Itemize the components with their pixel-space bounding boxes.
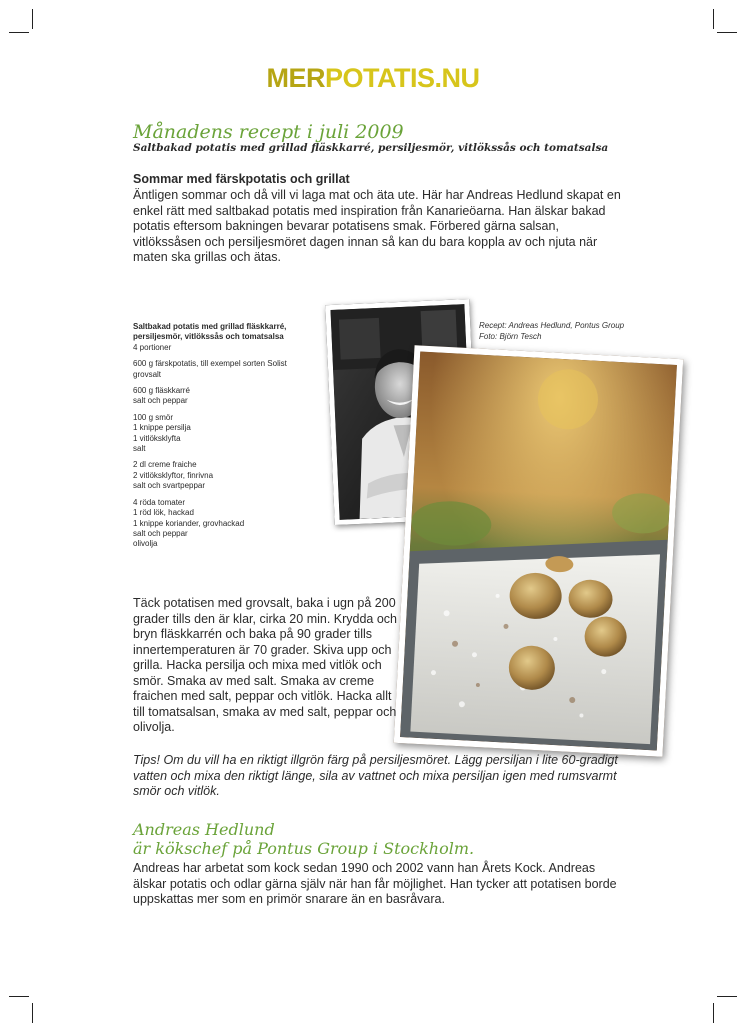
ingredient: grovsalt (133, 369, 162, 379)
ingredient: 4 röda tomater (133, 497, 186, 507)
photo-credit (479, 320, 624, 342)
ingredient: 1 vitlöksklyfta (133, 433, 181, 443)
ingredient: 2 vitlöksklyftor, finrivna (133, 470, 214, 480)
ingredient: 100 g smör (133, 412, 174, 422)
crop-mark (717, 32, 737, 33)
recipe-title: Saltbakad potatis med grillad fläskkarré, (133, 322, 287, 331)
ingredient: salt och peppar (133, 528, 188, 538)
ingredient: 2 dl creme fraiche (133, 460, 197, 470)
site-logo (0, 63, 746, 94)
ingredient: olivolja (133, 539, 158, 549)
dish-photo (394, 345, 683, 757)
ingredient: 600 g fläskkarré (133, 386, 190, 396)
logo-part-2: POTATIS.NU (325, 63, 480, 93)
recipe-subtitle: Saltbakad potatis med grillad fläskkarré, persiljesmör, vitlökssås och tomatsalsa (133, 142, 609, 154)
ingredient: 1 knippe koriander, grovhackad (133, 518, 245, 528)
ingredient: 1 röd lök, hackad (133, 508, 194, 518)
tips-text: Tips! Om du vill ha en riktigt illgrön färg på persiljesmöret. Lägg persiljan i lite 60-gradigt vatten och mixa den riktigt länge, sila av vattnet och mixa persiljan igen med rumsvarmt smör och vitlök. (133, 753, 618, 798)
ingredient: 600 g färskpotatis, till exempel sorten Solist (133, 359, 287, 369)
ingredient: salt och svartpeppar (133, 481, 206, 491)
crop-mark (9, 32, 29, 33)
ingredient: salt och peppar (133, 396, 188, 406)
crop-mark (713, 1003, 714, 1023)
ingredient-group (133, 386, 318, 407)
portions: 4 portioner (133, 342, 172, 352)
crop-mark (713, 9, 714, 29)
potato-dish-image (400, 352, 677, 751)
chef-name: Andreas Hedlund (133, 820, 275, 839)
chef-role: är kökschef på Pontus Group i Stockholm. (133, 839, 475, 858)
crop-mark (717, 996, 737, 997)
ingredient: 1 knippe persilja (133, 423, 191, 433)
ingredient-group (133, 359, 318, 380)
ingredient-group (133, 460, 318, 491)
ingredient-list (133, 322, 318, 550)
recipe-title: persiljesmör, vitlökssås och tomatsalsa (133, 332, 284, 342)
recipe-credit: Recept: Andreas Hedlund, Pontus Group (479, 321, 625, 330)
ingredient-group (133, 413, 318, 455)
crop-mark (9, 996, 29, 997)
intro-title: Sommar med färskpotatis och grillat (133, 172, 350, 186)
intro-text: Äntligen sommar och då vill vi laga mat och äta ute. Här har Andreas Hedlund skapat en enkel rätt med saltbakad potatis med inspiration från Kanarieöarna. Han älskar bakad potatis eftersom bakningen bevarar potatisens smak. Förbered gärna salsan, vitlökssåsen och persiljesmöret dagen innan så kan du bara koppla av och njuta när maten ska grillas och ätas. (133, 188, 621, 264)
crop-mark (32, 9, 33, 29)
ingredient: salt (133, 444, 146, 454)
page-title: Månadens recept i juli 2009 (133, 121, 404, 143)
chef-bio: Andreas har arbetat som kock sedan 1990 och 2002 vann han Årets Kock. Andreas älskar potatis och odlar gärna själv när han får möjlighet. Han tycker att potatisen borde uppskattas mer som en primör snarare än en basråvara. (133, 861, 617, 906)
ingredient-group (133, 498, 318, 550)
photographer-credit: Foto: Björn Tesch (479, 332, 542, 341)
logo-part-1: MER (266, 63, 325, 93)
chef-heading (133, 820, 474, 858)
crop-mark (32, 1003, 33, 1023)
method-text: Täck potatisen med grovsalt, baka i ugn på 200 grader tills den är klar, cirka 20 min. Krydda och bryn fläskkarrén och baka på 90 grader tills innertemperaturen är 70 grader. Skiva upp och grilla. Hacka persilja och mixa med vitlök och smör. Smaka av med salt. Smaka av creme fraichen med salt, peppar och vitlök. Hacka allt till tomatsalsan, smaka av med salt, peppar och olivolja. (133, 596, 398, 734)
